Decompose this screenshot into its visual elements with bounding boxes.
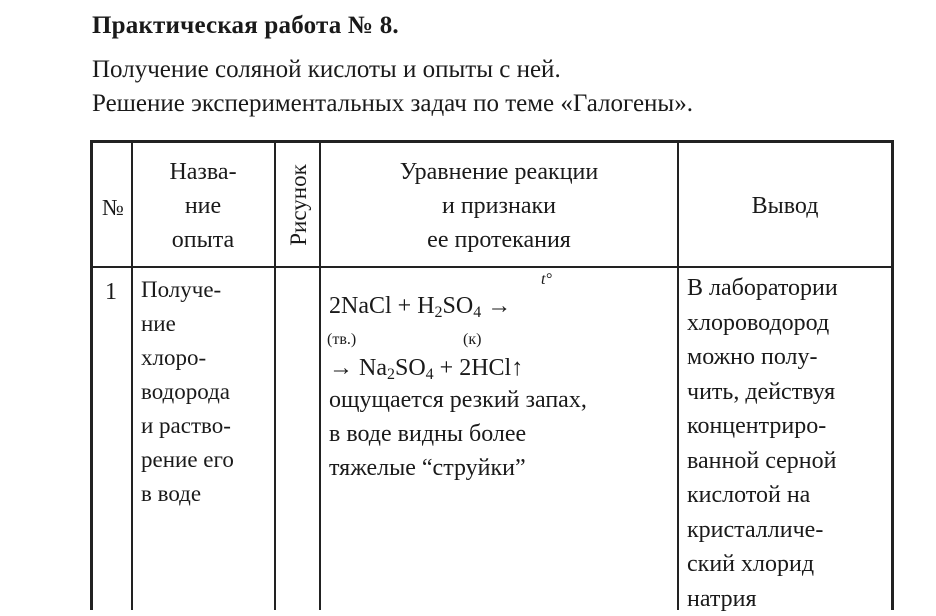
eq-part: + 2HCl↑ [434, 355, 524, 381]
state-label-concentrated: (к) [463, 331, 481, 349]
row-number: 1 [93, 275, 129, 309]
text-line: кристалличе- [687, 513, 893, 548]
header-line: Уравнение реакции [321, 155, 677, 189]
subtitle-task: Решение экспериментальных задач по теме «Галогены». [92, 90, 693, 118]
text-line: рение его [141, 443, 271, 477]
eq-subscript: 4 [473, 304, 481, 321]
column-header-number: № [93, 191, 133, 225]
eq-part: SO [395, 355, 426, 381]
header-line: опыта [135, 223, 271, 257]
experiment-name [141, 273, 271, 511]
column-header-equation [321, 155, 677, 257]
state-label-solid: (тв.) [327, 331, 356, 349]
header-line: и признаки [321, 189, 677, 223]
column-header-conclusion: Вывод [679, 189, 891, 223]
eq-part: SO [443, 293, 474, 319]
text-line: натрия [687, 582, 893, 616]
text-line: хлороводород [687, 306, 893, 341]
subtitle-topic: Получение соляной кислоты и опыты с ней. [92, 56, 561, 84]
text-line: концентриро- [687, 409, 893, 444]
temperature-mark: t° [541, 271, 552, 289]
conclusion-text [687, 271, 893, 616]
text-line: ванной серной [687, 444, 893, 479]
reaction-equation-line-1 [329, 289, 679, 330]
text-line: в воде [141, 477, 271, 511]
reaction-signs [329, 383, 679, 485]
eq-subscript: 2 [435, 304, 443, 321]
text-line: водорода [141, 375, 271, 409]
eq-arrow: → [481, 293, 511, 319]
column-header-name [135, 155, 271, 257]
text-line: ощущается резкий запах, [329, 383, 679, 417]
text-line: тяжелые “струйки” [329, 451, 679, 485]
header-divider [93, 266, 891, 268]
eq-subscript: 2 [387, 366, 395, 383]
experiment-table [90, 140, 894, 610]
text-line: и раство- [141, 409, 271, 443]
header-line: Назва- [135, 155, 271, 189]
page-title: Практическая работа № 8. [92, 12, 399, 40]
text-line: кислотой на [687, 478, 893, 513]
eq-part: 2NaCl + H [329, 293, 435, 319]
text-line: В лаборатории [687, 271, 893, 306]
eq-subscript: 4 [426, 366, 434, 383]
text-line: ние [141, 307, 271, 341]
header-line: ние [135, 189, 271, 223]
text-line: в воде видны более [329, 417, 679, 451]
header-line: ее протекания [321, 223, 677, 257]
text-line: Получе- [141, 273, 271, 307]
text-line: можно полу- [687, 340, 893, 375]
column-header-picture [276, 143, 322, 267]
text-line: хлоро- [141, 341, 271, 375]
text-line: чить, действуя [687, 375, 893, 410]
eq-part: → Na [329, 355, 387, 381]
header-line: Рисунок [282, 164, 316, 246]
text-line: ский хлорид [687, 547, 893, 582]
